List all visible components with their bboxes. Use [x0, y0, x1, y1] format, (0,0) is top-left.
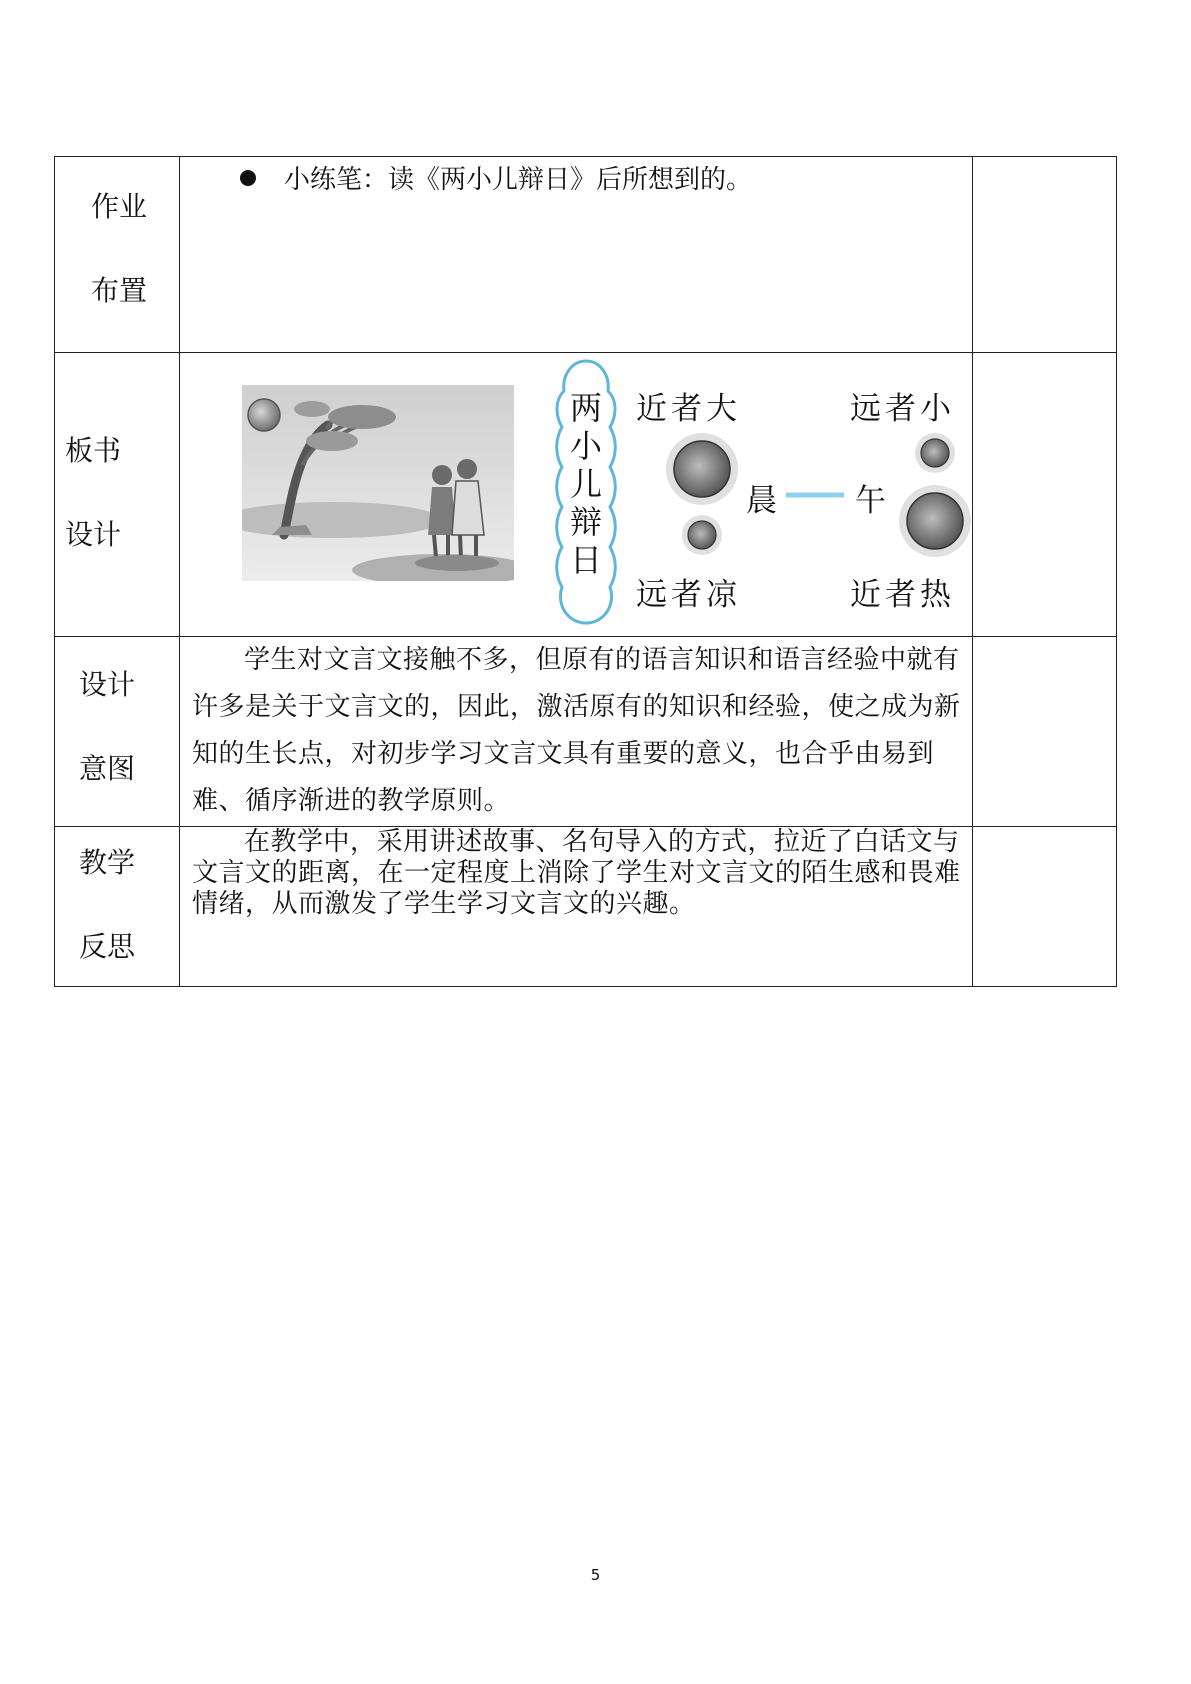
reflection-label-line1: 教学	[79, 846, 136, 879]
homework-label-line2: 布置	[91, 274, 148, 307]
homework-label-line1: 作业	[91, 190, 148, 223]
reflection-row	[55, 827, 1117, 987]
homework-bullet-text: 小练笔：读《两小儿辩日》后所想到的。	[284, 165, 753, 195]
intent-extra-cell	[973, 637, 1117, 827]
reflection-label-line2: 反思	[79, 930, 136, 963]
small-morning-sun-icon	[682, 515, 722, 555]
board-title-char: 两	[569, 389, 602, 427]
big-morning-sun-icon	[666, 433, 738, 505]
board-title-char: 辩	[569, 503, 602, 541]
board-label-line1: 板书	[65, 434, 122, 467]
homework-label-cell	[55, 157, 180, 353]
board-suns-diagram	[180, 353, 972, 633]
board-noon: 午	[855, 483, 890, 519]
board-title-char: 儿	[569, 465, 602, 503]
board-layout	[180, 353, 972, 633]
homework-content-cell	[180, 157, 973, 353]
board-title-char: 小	[569, 427, 602, 465]
reflection-paragraph: 在教学中，采用讲述故事、名句导入的方式，拉近了白话文与文言文的距离，在一定程度上消除了学生对文言文的陌生感和畏难情绪，从而激发了学生学习文言文的兴趣。	[192, 827, 961, 919]
small-noon-sun-icon	[915, 433, 955, 473]
board-label-line2: 设计	[65, 518, 122, 551]
page-number: 5	[590, 1566, 601, 1584]
board-near-hot: 近者热	[850, 577, 955, 613]
bullet-icon	[240, 170, 256, 186]
intent-label-cell	[55, 637, 180, 827]
board-extra-cell	[973, 353, 1117, 637]
board-row	[55, 353, 1117, 637]
reflection-label-cell	[55, 827, 180, 987]
board-label-cell	[55, 353, 180, 637]
lesson-plan-table	[54, 156, 1117, 987]
homework-extra-cell	[973, 157, 1117, 353]
homework-bullet-item	[180, 157, 972, 196]
homework-row	[55, 157, 1117, 353]
intent-row	[55, 637, 1117, 827]
board-far-cool: 远者凉	[636, 577, 741, 613]
board-morning: 晨	[746, 483, 781, 519]
board-far-small: 远者小	[850, 391, 955, 427]
big-noon-sun-icon	[899, 485, 971, 557]
intent-content-cell	[180, 637, 973, 827]
board-title-char: 日	[569, 541, 602, 579]
reflection-content-cell	[180, 827, 973, 987]
board-near-big: 近者大	[636, 391, 741, 427]
reflection-extra-cell	[973, 827, 1117, 987]
intent-label-line2: 意图	[79, 752, 136, 785]
board-content-cell	[180, 353, 973, 637]
intent-paragraph: 学生对文言文接触不多，但原有的语言知识和语言经验中就有许多是关于文言文的，因此，激活原有的知识和经验，使之成为新知的生长点，对初步学习文言文具有重要的意义，也合乎由易到难、循序渐进的教学原则。	[192, 645, 961, 816]
intent-label-line1: 设计	[79, 668, 136, 701]
